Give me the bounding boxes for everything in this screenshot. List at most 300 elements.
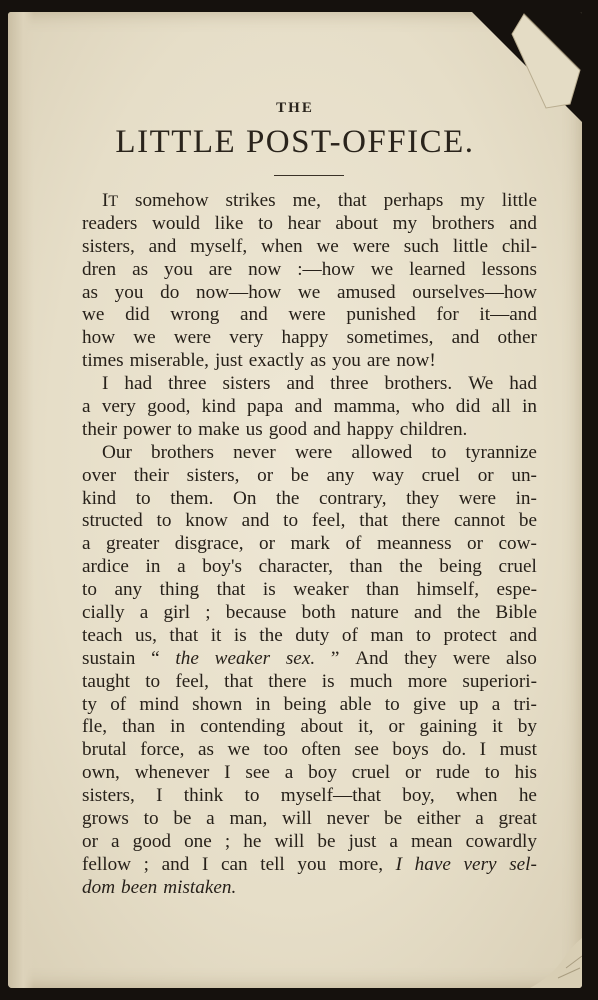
word: the — [456, 602, 481, 624]
word: that — [337, 190, 367, 211]
text-line — [82, 510, 542, 533]
word: being — [439, 556, 482, 578]
word: because — [225, 602, 287, 624]
word: or — [477, 464, 494, 486]
word: would — [152, 212, 200, 234]
word: are — [208, 258, 233, 280]
word: or — [257, 464, 274, 486]
word: that — [224, 670, 253, 692]
word: the — [259, 624, 283, 646]
word: is — [233, 624, 247, 646]
word: Bible — [495, 602, 537, 624]
word: and — [148, 235, 177, 257]
word: we — [370, 258, 394, 280]
word: And — [355, 647, 389, 669]
word: were — [294, 441, 333, 463]
word: be — [383, 808, 403, 830]
word: one — [184, 830, 212, 852]
word: a — [139, 602, 149, 624]
word: I — [102, 373, 109, 395]
word: such — [403, 235, 439, 257]
word: is — [262, 579, 276, 601]
word: cially — [82, 602, 125, 624]
word: us — [245, 418, 263, 440]
word: meanness — [376, 533, 452, 555]
word: there — [268, 670, 307, 692]
word: dom — [82, 876, 116, 898]
text-line — [82, 465, 542, 488]
word: somehow — [135, 190, 209, 211]
word: that — [169, 624, 199, 646]
word: I — [479, 739, 487, 761]
word: never — [326, 808, 370, 830]
word: three — [168, 373, 207, 395]
word: and — [161, 853, 190, 875]
word: as — [198, 739, 214, 761]
word: boy, — [402, 785, 435, 807]
word: any — [326, 464, 355, 486]
word: miserable, — [129, 350, 209, 372]
text-line — [82, 579, 542, 602]
word: for — [436, 304, 459, 326]
word: happy — [346, 418, 394, 440]
word: sel- — [509, 853, 537, 875]
word: very — [229, 327, 264, 349]
word: tell — [260, 853, 285, 875]
word: We — [468, 373, 494, 395]
word: superiori- — [462, 670, 537, 692]
word: man — [370, 624, 404, 646]
word: duty — [295, 624, 330, 646]
word: himself, — [416, 579, 479, 601]
word: to — [135, 487, 151, 509]
word: do. — [442, 739, 467, 761]
word: brutal — [82, 739, 127, 761]
text-line — [82, 556, 542, 579]
word: little — [501, 190, 537, 211]
word: cannot — [453, 510, 506, 532]
word: to — [143, 808, 159, 830]
word: it—and — [479, 304, 537, 326]
word: think — [183, 785, 224, 807]
word: readers — [82, 212, 138, 234]
word: cow- — [498, 533, 537, 555]
word: boy — [308, 762, 337, 784]
word: there — [401, 510, 441, 532]
word: other — [497, 327, 537, 349]
word: to — [82, 579, 97, 601]
word: I — [156, 785, 163, 807]
text-line — [82, 419, 542, 442]
word: make — [198, 418, 240, 440]
word: weaker — [293, 579, 349, 601]
word: do — [160, 281, 180, 303]
word: to — [177, 418, 193, 440]
word: be — [518, 510, 537, 532]
word: mistaken. — [163, 876, 237, 898]
word: myself—that — [280, 785, 381, 807]
word: by — [517, 716, 537, 738]
word: happy — [281, 327, 329, 349]
text-line — [82, 396, 542, 419]
word: sisters, — [82, 235, 135, 257]
word: perhaps — [383, 190, 444, 211]
word: or — [467, 533, 484, 555]
word: tyrannize — [465, 441, 537, 463]
word: we — [297, 281, 321, 303]
word: three — [330, 373, 369, 395]
word: of — [341, 624, 358, 646]
text-line — [82, 785, 542, 808]
text-line — [82, 808, 542, 831]
word: fellow — [82, 853, 132, 875]
word: mark — [290, 533, 330, 555]
word: a — [491, 693, 501, 715]
word: did — [455, 396, 481, 418]
word: over — [82, 464, 117, 486]
word: now—how — [195, 281, 282, 303]
word: were — [288, 304, 326, 326]
word: that — [216, 579, 246, 601]
word: or — [82, 830, 98, 852]
word: ty — [82, 693, 97, 715]
word: when — [455, 785, 498, 807]
word: as — [310, 350, 327, 372]
word: it — [492, 716, 503, 738]
word: to — [145, 670, 161, 692]
word: a — [475, 808, 484, 830]
word: amused — [336, 281, 396, 303]
word: cowardly — [465, 830, 537, 852]
body-text — [82, 190, 542, 900]
text-line — [82, 533, 542, 556]
word: had — [509, 373, 537, 395]
word: rude — [435, 762, 470, 784]
word: often — [301, 739, 341, 761]
word: protect — [443, 624, 497, 646]
word: exactly — [248, 350, 305, 372]
word: to — [384, 693, 400, 715]
word: the — [399, 556, 423, 578]
text-line — [82, 671, 542, 694]
word: that — [359, 510, 389, 532]
text-line — [82, 739, 542, 762]
word: children. — [399, 418, 468, 440]
word: must — [499, 739, 537, 761]
word: see — [354, 739, 379, 761]
word: boys — [392, 739, 429, 761]
word: chil- — [501, 235, 537, 257]
word: we — [227, 739, 250, 761]
word: and — [509, 624, 537, 646]
word: cruel — [421, 464, 460, 486]
word: we — [316, 235, 339, 257]
text-line — [82, 327, 542, 350]
word: :—how — [297, 258, 355, 280]
word: papa — [247, 396, 284, 418]
word: give — [412, 693, 447, 715]
word: nature — [350, 602, 399, 624]
word: a — [284, 762, 294, 784]
word: Our — [102, 441, 132, 463]
word: On — [232, 487, 257, 509]
word: than — [349, 556, 383, 578]
word: ; — [224, 830, 231, 852]
word: sex. — [285, 647, 316, 669]
word: to — [244, 785, 260, 807]
word: have — [414, 853, 451, 875]
text-line — [82, 488, 542, 511]
word: kind — [201, 396, 236, 418]
word: cruel — [351, 762, 391, 784]
word: little — [452, 235, 488, 257]
word: dren — [82, 258, 117, 280]
word: un- — [511, 464, 537, 486]
word: fle, — [82, 716, 108, 738]
worn-corner-bottom-right — [522, 928, 582, 988]
word: I — [395, 853, 403, 875]
page-title: LITTLE POST-OFFICE. — [115, 124, 475, 160]
word: taught — [82, 670, 130, 692]
word: it — [210, 624, 222, 646]
word: sisters — [222, 373, 271, 395]
word: cruel — [498, 556, 537, 578]
word: of — [345, 533, 362, 555]
word: as — [132, 258, 149, 280]
word: mamma, — [333, 396, 401, 418]
text-line — [82, 602, 542, 625]
word: strikes — [225, 190, 276, 211]
word: shown — [192, 693, 243, 715]
word: it, — [358, 716, 374, 738]
word: weaker — [214, 647, 271, 669]
word: to — [258, 212, 273, 234]
word: man, — [229, 808, 268, 830]
word: his — [514, 762, 537, 784]
word: had — [124, 373, 153, 395]
word: good — [132, 830, 172, 852]
word: the — [276, 487, 300, 509]
word: be — [173, 808, 192, 830]
word: learned — [409, 258, 466, 280]
word: now — [248, 258, 282, 280]
word: about — [335, 212, 378, 234]
text-line — [82, 854, 542, 877]
word: to — [283, 510, 299, 532]
word: just — [348, 830, 377, 852]
text-line — [82, 716, 542, 739]
word: very — [101, 396, 136, 418]
word: you — [164, 258, 193, 280]
word: be — [317, 830, 336, 852]
word: in — [170, 716, 186, 738]
word: were — [458, 487, 496, 509]
word: more — [407, 670, 448, 692]
word: mean — [410, 830, 453, 852]
word: sometimes, — [346, 327, 434, 349]
word: when — [261, 235, 303, 257]
word: to — [156, 510, 172, 532]
word: us, — [135, 624, 157, 646]
word: he — [243, 830, 262, 852]
word: were — [352, 235, 390, 257]
word: you — [332, 350, 361, 372]
word: a — [389, 830, 398, 852]
word: a — [206, 808, 215, 830]
word: in — [145, 556, 161, 578]
word: wrong — [170, 304, 220, 326]
text-line — [82, 694, 542, 717]
word: sustain — [82, 647, 136, 669]
word: both — [301, 602, 336, 624]
word: will — [282, 808, 312, 830]
word: never — [233, 441, 276, 463]
word: a — [177, 556, 186, 578]
word: character, — [258, 556, 333, 578]
title-divider — [274, 175, 344, 176]
word: power — [123, 418, 172, 440]
word: feel, — [175, 670, 209, 692]
word: is — [321, 670, 335, 692]
word: the — [175, 647, 199, 669]
word: to — [416, 624, 431, 646]
text-line — [82, 282, 542, 305]
word: or — [405, 762, 421, 784]
word: thing — [159, 579, 200, 601]
word: brothers — [151, 441, 214, 463]
word: did — [125, 304, 150, 326]
word: boy's — [202, 556, 242, 578]
word: contrary, — [319, 487, 387, 509]
word: sisters, — [186, 464, 240, 486]
word: teach — [82, 624, 123, 646]
word: any — [114, 579, 143, 601]
word: more, — [338, 853, 384, 875]
word: great — [498, 808, 537, 830]
word: than — [122, 716, 156, 738]
word: punished — [346, 304, 416, 326]
word: a — [82, 396, 91, 418]
text-line — [82, 625, 542, 648]
word: mind — [139, 693, 179, 715]
word: structed — [82, 510, 143, 532]
text-line — [82, 190, 542, 213]
word: me, — [292, 190, 321, 211]
text-line — [82, 350, 542, 373]
word: about — [300, 716, 343, 738]
word: how — [82, 327, 116, 349]
word: girl — [163, 602, 191, 624]
word: you — [114, 281, 144, 303]
word: they — [404, 647, 438, 669]
word: see — [245, 762, 270, 784]
word: were — [452, 647, 491, 669]
book-page — [8, 12, 582, 988]
word: all — [491, 396, 511, 418]
word: brothers — [431, 212, 495, 234]
word: either — [416, 808, 461, 830]
word: much — [349, 670, 393, 692]
word: a — [111, 830, 120, 852]
word: we — [82, 304, 105, 326]
word: to — [484, 762, 500, 784]
word: or — [388, 716, 405, 738]
text-line — [82, 236, 542, 259]
word: in — [255, 693, 271, 715]
word: hear — [287, 212, 321, 234]
word: way — [371, 464, 404, 486]
word: will — [274, 830, 305, 852]
text-line — [82, 442, 542, 465]
word: being — [283, 693, 327, 715]
word: a — [82, 533, 91, 555]
word: very — [463, 853, 497, 875]
word: are — [366, 350, 391, 372]
text-line — [82, 259, 542, 282]
word: now! — [396, 350, 436, 372]
word: too — [263, 739, 288, 761]
word: espe- — [496, 579, 537, 601]
word: ardice — [82, 556, 129, 578]
word: you — [297, 853, 327, 875]
word: in — [522, 396, 537, 418]
word: whenever — [134, 762, 210, 784]
text-line — [82, 648, 542, 671]
word: as — [82, 281, 98, 303]
word: and — [313, 418, 341, 440]
word: ourselves—how — [412, 281, 537, 303]
text-line — [82, 373, 542, 396]
word: able — [339, 693, 372, 715]
word: their — [82, 418, 118, 440]
word: disgrace, — [174, 533, 244, 555]
word: my — [460, 190, 485, 211]
word: them. — [170, 487, 214, 509]
word: kind — [82, 487, 117, 509]
word: allowed — [351, 441, 413, 463]
word: be — [290, 464, 309, 486]
word: my — [392, 212, 418, 234]
word: and — [240, 304, 268, 326]
word: been — [121, 876, 158, 898]
word: and — [413, 602, 442, 624]
word: I — [201, 853, 209, 875]
word: “ — [151, 647, 160, 669]
word: in- — [515, 487, 537, 509]
word: just — [214, 350, 243, 372]
word: up — [459, 693, 479, 715]
word: and — [509, 212, 537, 234]
word: gaining — [419, 716, 478, 738]
word: brothers. — [384, 373, 453, 395]
word: and — [294, 396, 323, 418]
word: good, — [147, 396, 191, 418]
word: greater — [106, 533, 160, 555]
word: I — [224, 762, 231, 784]
word: times — [82, 350, 124, 372]
word: feel, — [311, 510, 346, 532]
text-line — [82, 213, 542, 236]
word: ; — [143, 853, 149, 875]
word: he — [518, 785, 537, 807]
title-article: THE — [276, 100, 314, 116]
word: and — [286, 373, 315, 395]
word: can — [220, 853, 248, 875]
word: lessons — [481, 258, 537, 280]
word: know — [185, 510, 228, 532]
word: of — [110, 693, 127, 715]
word: own, — [82, 762, 120, 784]
